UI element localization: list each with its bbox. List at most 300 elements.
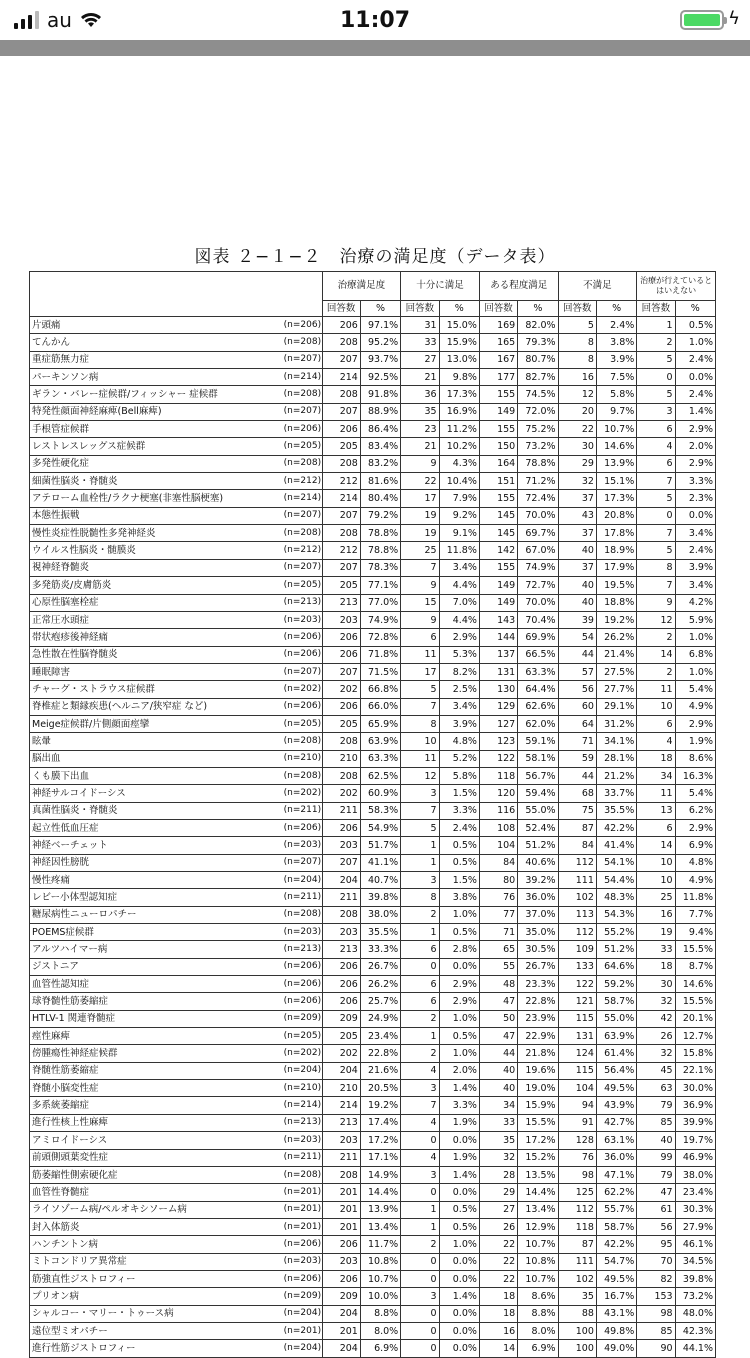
charging-bolt-icon: ϟ xyxy=(728,8,740,29)
somewhat-satisfied-count: 165 xyxy=(479,334,517,351)
unsatisfied-count: 44 xyxy=(558,767,596,784)
unsatisfied-pct: 17.9% xyxy=(596,559,636,576)
fully-satisfied-pct: 0.5% xyxy=(439,854,479,871)
somewhat-satisfied-pct: 22.9% xyxy=(518,1028,558,1045)
total-pct: 10.0% xyxy=(360,1288,400,1305)
somewhat-satisfied-pct: 72.7% xyxy=(518,577,558,594)
untreatable-pct: 48.0% xyxy=(675,1305,715,1322)
unsatisfied-count: 128 xyxy=(558,1132,596,1149)
total-pct: 54.9% xyxy=(360,819,400,836)
sample-size: (n=207) xyxy=(282,351,322,368)
unsatisfied-pct: 54.4% xyxy=(596,872,636,889)
unsatisfied-count: 64 xyxy=(558,715,596,732)
untreatable-count: 32 xyxy=(637,993,675,1010)
total-pct: 40.7% xyxy=(360,872,400,889)
unsatisfied-count: 124 xyxy=(558,1045,596,1062)
unsatisfied-pct: 54.7% xyxy=(596,1253,636,1270)
fully-satisfied-pct: 1.4% xyxy=(439,1080,479,1097)
total-count: 206 xyxy=(322,629,360,646)
unsatisfied-count: 133 xyxy=(558,958,596,975)
untreatable-pct: 36.9% xyxy=(675,1097,715,1114)
somewhat-satisfied-pct: 70.0% xyxy=(518,594,558,611)
somewhat-satisfied-count: 40 xyxy=(479,1080,517,1097)
total-count: 208 xyxy=(322,525,360,542)
unsatisfied-count: 100 xyxy=(558,1340,596,1357)
sample-size: (n=214) xyxy=(282,490,322,507)
somewhat-satisfied-pct: 73.2% xyxy=(518,438,558,455)
unsatisfied-count: 39 xyxy=(558,611,596,628)
untreatable-pct: 16.3% xyxy=(675,767,715,784)
sample-size: (n=208) xyxy=(282,455,322,472)
somewhat-satisfied-pct: 8.0% xyxy=(518,1322,558,1339)
table-row xyxy=(30,767,716,784)
table-row xyxy=(30,1184,716,1201)
untreatable-pct: 34.5% xyxy=(675,1253,715,1270)
total-pct: 97.1% xyxy=(360,317,400,334)
total-pct: 78.8% xyxy=(360,525,400,542)
table-row xyxy=(30,872,716,889)
untreatable-pct: 22.1% xyxy=(675,1062,715,1079)
disease-name: 血管性脊髄症 xyxy=(30,1184,282,1201)
table-row xyxy=(30,317,716,334)
unsatisfied-pct: 49.8% xyxy=(596,1322,636,1339)
header-group: 不満足 xyxy=(558,272,637,301)
total-count: 201 xyxy=(322,1184,360,1201)
table-row xyxy=(30,1149,716,1166)
unsatisfied-count: 112 xyxy=(558,1201,596,1218)
fully-satisfied-count: 35 xyxy=(401,403,439,420)
disease-name: 帯状疱疹後神経痛 xyxy=(30,629,282,646)
fully-satisfied-pct: 15.0% xyxy=(439,317,479,334)
header-group: 十分に満足 xyxy=(401,272,480,301)
sample-size: (n=208) xyxy=(282,1166,322,1183)
fully-satisfied-pct: 0.5% xyxy=(439,1218,479,1235)
unsatisfied-pct: 49.5% xyxy=(596,1080,636,1097)
somewhat-satisfied-count: 55 xyxy=(479,958,517,975)
table-row xyxy=(30,681,716,698)
total-count: 214 xyxy=(322,1097,360,1114)
unsatisfied-count: 112 xyxy=(558,924,596,941)
somewhat-satisfied-count: 47 xyxy=(479,1028,517,1045)
somewhat-satisfied-pct: 39.2% xyxy=(518,872,558,889)
unsatisfied-pct: 55.2% xyxy=(596,924,636,941)
total-count: 214 xyxy=(322,369,360,386)
total-count: 208 xyxy=(322,733,360,750)
unsatisfied-pct: 54.3% xyxy=(596,906,636,923)
untreatable-pct: 3.9% xyxy=(675,559,715,576)
unsatisfied-pct: 19.2% xyxy=(596,611,636,628)
total-count: 205 xyxy=(322,577,360,594)
somewhat-satisfied-count: 155 xyxy=(479,490,517,507)
total-pct: 26.2% xyxy=(360,976,400,993)
total-pct: 33.3% xyxy=(360,941,400,958)
somewhat-satisfied-count: 27 xyxy=(479,1201,517,1218)
sample-size: (n=212) xyxy=(282,542,322,559)
somewhat-satisfied-count: 18 xyxy=(479,1288,517,1305)
sample-size: (n=203) xyxy=(282,924,322,941)
satisfaction-table xyxy=(29,271,716,1358)
total-count: 208 xyxy=(322,906,360,923)
untreatable-count: 11 xyxy=(637,785,675,802)
untreatable-pct: 1.4% xyxy=(675,403,715,420)
somewhat-satisfied-count: 47 xyxy=(479,993,517,1010)
unsatisfied-count: 84 xyxy=(558,837,596,854)
unsatisfied-count: 71 xyxy=(558,733,596,750)
fully-satisfied-count: 21 xyxy=(401,369,439,386)
untreatable-count: 79 xyxy=(637,1097,675,1114)
fully-satisfied-pct: 1.0% xyxy=(439,1236,479,1253)
unsatisfied-pct: 17.8% xyxy=(596,525,636,542)
unsatisfied-pct: 20.8% xyxy=(596,507,636,524)
somewhat-satisfied-count: 22 xyxy=(479,1253,517,1270)
fully-satisfied-count: 6 xyxy=(401,941,439,958)
total-count: 211 xyxy=(322,802,360,819)
unsatisfied-count: 111 xyxy=(558,872,596,889)
fully-satisfied-pct: 2.9% xyxy=(439,993,479,1010)
untreatable-pct: 23.4% xyxy=(675,1184,715,1201)
somewhat-satisfied-count: 143 xyxy=(479,611,517,628)
fully-satisfied-count: 19 xyxy=(401,507,439,524)
total-count: 205 xyxy=(322,715,360,732)
disease-name: 急性散在性脳脊髄炎 xyxy=(30,646,282,663)
unsatisfied-pct: 48.3% xyxy=(596,889,636,906)
table-row xyxy=(30,525,716,542)
fully-satisfied-count: 9 xyxy=(401,455,439,472)
total-pct: 92.5% xyxy=(360,369,400,386)
disease-name: アテローム血栓性/ラクナ梗塞(非塞性脳梗塞) xyxy=(30,490,282,507)
total-count: 208 xyxy=(322,1166,360,1183)
table-row xyxy=(30,351,716,368)
fully-satisfied-count: 6 xyxy=(401,976,439,993)
untreatable-count: 40 xyxy=(637,1132,675,1149)
unsatisfied-count: 30 xyxy=(558,438,596,455)
total-pct: 17.4% xyxy=(360,1114,400,1131)
total-count: 203 xyxy=(322,837,360,854)
unsatisfied-pct: 56.4% xyxy=(596,1062,636,1079)
untreatable-pct: 1.0% xyxy=(675,663,715,680)
table-row xyxy=(30,837,716,854)
total-count: 208 xyxy=(322,767,360,784)
untreatable-pct: 39.9% xyxy=(675,1114,715,1131)
somewhat-satisfied-pct: 72.4% xyxy=(518,490,558,507)
somewhat-satisfied-count: 137 xyxy=(479,646,517,663)
table-row xyxy=(30,1236,716,1253)
unsatisfied-count: 104 xyxy=(558,1080,596,1097)
unsatisfied-pct: 34.1% xyxy=(596,733,636,750)
fully-satisfied-count: 3 xyxy=(401,785,439,802)
somewhat-satisfied-pct: 19.0% xyxy=(518,1080,558,1097)
somewhat-satisfied-count: 167 xyxy=(479,351,517,368)
total-count: 204 xyxy=(322,872,360,889)
untreatable-pct: 20.1% xyxy=(675,1010,715,1027)
total-count: 206 xyxy=(322,1270,360,1287)
sample-size: (n=207) xyxy=(282,507,322,524)
table-row xyxy=(30,1166,716,1183)
untreatable-pct: 27.9% xyxy=(675,1218,715,1235)
total-count: 210 xyxy=(322,1080,360,1097)
fully-satisfied-pct: 11.8% xyxy=(439,542,479,559)
disease-name: 起立性低血圧症 xyxy=(30,819,282,836)
table-row xyxy=(30,490,716,507)
fully-satisfied-pct: 1.9% xyxy=(439,1149,479,1166)
total-pct: 26.7% xyxy=(360,958,400,975)
fully-satisfied-count: 2 xyxy=(401,1236,439,1253)
header-group: 治療満足度 xyxy=(322,272,401,301)
untreatable-pct: 4.9% xyxy=(675,872,715,889)
unsatisfied-count: 29 xyxy=(558,455,596,472)
somewhat-satisfied-pct: 15.5% xyxy=(518,1114,558,1131)
untreatable-count: 3 xyxy=(637,403,675,420)
somewhat-satisfied-count: 108 xyxy=(479,819,517,836)
header-count: 回答数 xyxy=(401,301,439,317)
total-pct: 80.4% xyxy=(360,490,400,507)
somewhat-satisfied-count: 40 xyxy=(479,1062,517,1079)
unsatisfied-count: 59 xyxy=(558,750,596,767)
disease-name: 慢性炎症性脱髄性多発神経炎 xyxy=(30,525,282,542)
table-row xyxy=(30,1028,716,1045)
untreatable-pct: 4.2% xyxy=(675,594,715,611)
total-pct: 13.4% xyxy=(360,1218,400,1235)
untreatable-pct: 5.4% xyxy=(675,785,715,802)
fully-satisfied-count: 8 xyxy=(401,715,439,732)
disease-name: ライソゾーム病/ペルオキシソーム病 xyxy=(30,1201,282,1218)
sample-size: (n=206) xyxy=(282,1270,322,1287)
unsatisfied-pct: 49.0% xyxy=(596,1340,636,1357)
somewhat-satisfied-pct: 70.4% xyxy=(518,611,558,628)
table-row xyxy=(30,1080,716,1097)
sample-size: (n=208) xyxy=(282,334,322,351)
total-pct: 8.0% xyxy=(360,1322,400,1339)
sample-size: (n=202) xyxy=(282,1045,322,1062)
untreatable-count: 5 xyxy=(637,351,675,368)
status-time: 11:07 xyxy=(339,8,411,33)
sample-size: (n=213) xyxy=(282,1114,322,1131)
unsatisfied-count: 22 xyxy=(558,421,596,438)
somewhat-satisfied-pct: 74.9% xyxy=(518,559,558,576)
somewhat-satisfied-pct: 37.0% xyxy=(518,906,558,923)
somewhat-satisfied-pct: 69.7% xyxy=(518,525,558,542)
unsatisfied-pct: 5.8% xyxy=(596,386,636,403)
total-pct: 38.0% xyxy=(360,906,400,923)
untreatable-count: 42 xyxy=(637,1010,675,1027)
total-pct: 19.2% xyxy=(360,1097,400,1114)
total-count: 207 xyxy=(322,854,360,871)
total-count: 204 xyxy=(322,1062,360,1079)
somewhat-satisfied-count: 177 xyxy=(479,369,517,386)
somewhat-satisfied-count: 104 xyxy=(479,837,517,854)
somewhat-satisfied-pct: 21.8% xyxy=(518,1045,558,1062)
total-pct: 86.4% xyxy=(360,421,400,438)
total-count: 204 xyxy=(322,1305,360,1322)
total-pct: 10.8% xyxy=(360,1253,400,1270)
unsatisfied-count: 115 xyxy=(558,1010,596,1027)
fully-satisfied-count: 2 xyxy=(401,1045,439,1062)
somewhat-satisfied-pct: 82.0% xyxy=(518,317,558,334)
sample-size: (n=207) xyxy=(282,663,322,680)
unsatisfied-pct: 31.2% xyxy=(596,715,636,732)
untreatable-pct: 2.0% xyxy=(675,438,715,455)
untreatable-pct: 0.0% xyxy=(675,369,715,386)
fully-satisfied-pct: 3.9% xyxy=(439,715,479,732)
untreatable-count: 56 xyxy=(637,1218,675,1235)
table-row xyxy=(30,715,716,732)
unsatisfied-pct: 21.4% xyxy=(596,646,636,663)
somewhat-satisfied-pct: 13.5% xyxy=(518,1166,558,1183)
fully-satisfied-pct: 2.8% xyxy=(439,941,479,958)
untreatable-pct: 2.9% xyxy=(675,421,715,438)
untreatable-count: 7 xyxy=(637,577,675,594)
sample-size: (n=201) xyxy=(282,1322,322,1339)
unsatisfied-pct: 54.1% xyxy=(596,854,636,871)
sample-size: (n=204) xyxy=(282,1305,322,1322)
table-row xyxy=(30,889,716,906)
fully-satisfied-pct: 3.8% xyxy=(439,889,479,906)
unsatisfied-pct: 58.7% xyxy=(596,1218,636,1235)
somewhat-satisfied-count: 34 xyxy=(479,1097,517,1114)
somewhat-satisfied-pct: 70.0% xyxy=(518,507,558,524)
untreatable-pct: 8.7% xyxy=(675,958,715,975)
untreatable-count: 70 xyxy=(637,1253,675,1270)
unsatisfied-pct: 43.9% xyxy=(596,1097,636,1114)
page-title: 図表 ２−１−２ 治療の満足度（データ表） xyxy=(194,247,556,267)
disease-name: 多系統萎縮症 xyxy=(30,1097,282,1114)
fully-satisfied-pct: 0.0% xyxy=(439,1253,479,1270)
untreatable-count: 2 xyxy=(637,629,675,646)
unsatisfied-count: 57 xyxy=(558,663,596,680)
fully-satisfied-count: 12 xyxy=(401,767,439,784)
untreatable-count: 13 xyxy=(637,802,675,819)
disease-name: 筋強直性ジストロフィー xyxy=(30,1270,282,1287)
fully-satisfied-count: 9 xyxy=(401,611,439,628)
disease-name: 特発性顔面神経麻痺(Bell麻痺) xyxy=(30,403,282,420)
somewhat-satisfied-count: 28 xyxy=(479,1166,517,1183)
unsatisfied-count: 94 xyxy=(558,1097,596,1114)
sample-size: (n=206) xyxy=(282,421,322,438)
unsatisfied-count: 125 xyxy=(558,1184,596,1201)
fully-satisfied-count: 0 xyxy=(401,1253,439,1270)
header-count: 回答数 xyxy=(558,301,596,317)
somewhat-satisfied-pct: 62.6% xyxy=(518,698,558,715)
disease-name: パーキンソン病 xyxy=(30,369,282,386)
fully-satisfied-pct: 0.5% xyxy=(439,1028,479,1045)
somewhat-satisfied-pct: 23.9% xyxy=(518,1010,558,1027)
table-row xyxy=(30,819,716,836)
untreatable-count: 0 xyxy=(637,369,675,386)
fully-satisfied-pct: 10.2% xyxy=(439,438,479,455)
unsatisfied-count: 121 xyxy=(558,993,596,1010)
untreatable-pct: 46.9% xyxy=(675,1149,715,1166)
somewhat-satisfied-count: 149 xyxy=(479,594,517,611)
table-row xyxy=(30,594,716,611)
untreatable-pct: 14.6% xyxy=(675,976,715,993)
somewhat-satisfied-pct: 51.2% xyxy=(518,837,558,854)
somewhat-satisfied-pct: 75.2% xyxy=(518,421,558,438)
untreatable-count: 63 xyxy=(637,1080,675,1097)
total-count: 203 xyxy=(322,611,360,628)
somewhat-satisfied-pct: 8.8% xyxy=(518,1305,558,1322)
untreatable-count: 98 xyxy=(637,1305,675,1322)
total-pct: 24.9% xyxy=(360,1010,400,1027)
untreatable-pct: 5.4% xyxy=(675,681,715,698)
untreatable-count: 30 xyxy=(637,976,675,993)
somewhat-satisfied-pct: 19.6% xyxy=(518,1062,558,1079)
sample-size: (n=209) xyxy=(282,1288,322,1305)
untreatable-pct: 11.8% xyxy=(675,889,715,906)
untreatable-count: 14 xyxy=(637,646,675,663)
table-row xyxy=(30,1270,716,1287)
disease-name: てんかん xyxy=(30,334,282,351)
total-count: 205 xyxy=(322,1028,360,1045)
unsatisfied-count: 12 xyxy=(558,386,596,403)
fully-satisfied-pct: 0.0% xyxy=(439,958,479,975)
somewhat-satisfied-count: 150 xyxy=(479,438,517,455)
total-pct: 6.9% xyxy=(360,1340,400,1357)
table-row xyxy=(30,507,716,524)
untreatable-pct: 4.9% xyxy=(675,698,715,715)
somewhat-satisfied-pct: 40.6% xyxy=(518,854,558,871)
untreatable-count: 18 xyxy=(637,750,675,767)
table-row xyxy=(30,1010,716,1027)
fully-satisfied-count: 1 xyxy=(401,1201,439,1218)
table-row xyxy=(30,1253,716,1270)
untreatable-count: 2 xyxy=(637,334,675,351)
unsatisfied-pct: 49.5% xyxy=(596,1270,636,1287)
unsatisfied-count: 115 xyxy=(558,1062,596,1079)
sample-size: (n=206) xyxy=(282,698,322,715)
unsatisfied-pct: 14.6% xyxy=(596,438,636,455)
total-count: 209 xyxy=(322,1288,360,1305)
total-count: 205 xyxy=(322,438,360,455)
total-count: 202 xyxy=(322,1045,360,1062)
fully-satisfied-count: 0 xyxy=(401,958,439,975)
fully-satisfied-pct: 10.4% xyxy=(439,473,479,490)
fully-satisfied-pct: 0.5% xyxy=(439,924,479,941)
total-count: 211 xyxy=(322,1149,360,1166)
unsatisfied-count: 102 xyxy=(558,1270,596,1287)
untreatable-pct: 3.4% xyxy=(675,577,715,594)
fully-satisfied-count: 36 xyxy=(401,386,439,403)
disease-name: 痙性麻痺 xyxy=(30,1028,282,1045)
fully-satisfied-pct: 0.0% xyxy=(439,1340,479,1357)
sample-size: (n=208) xyxy=(282,767,322,784)
toolbar-divider xyxy=(0,40,750,56)
unsatisfied-count: 8 xyxy=(558,351,596,368)
total-count: 202 xyxy=(322,681,360,698)
untreatable-count: 34 xyxy=(637,767,675,784)
disease-name: 眩暈 xyxy=(30,733,282,750)
disease-name: 睡眠障害 xyxy=(30,663,282,680)
table-row xyxy=(30,542,716,559)
disease-name: POEMS症候群 xyxy=(30,924,282,941)
unsatisfied-pct: 59.2% xyxy=(596,976,636,993)
untreatable-pct: 15.5% xyxy=(675,941,715,958)
fully-satisfied-count: 2 xyxy=(401,1010,439,1027)
table-row xyxy=(30,369,716,386)
untreatable-pct: 2.4% xyxy=(675,351,715,368)
unsatisfied-pct: 61.4% xyxy=(596,1045,636,1062)
disease-name: 細菌性脳炎・脊髄炎 xyxy=(30,473,282,490)
somewhat-satisfied-count: 122 xyxy=(479,750,517,767)
untreatable-pct: 44.1% xyxy=(675,1340,715,1357)
fully-satisfied-pct: 1.0% xyxy=(439,1045,479,1062)
table-row xyxy=(30,455,716,472)
unsatisfied-pct: 16.7% xyxy=(596,1288,636,1305)
unsatisfied-count: 54 xyxy=(558,629,596,646)
fully-satisfied-pct: 2.4% xyxy=(439,819,479,836)
fully-satisfied-count: 3 xyxy=(401,1080,439,1097)
disease-name: 心原性脳塞栓症 xyxy=(30,594,282,611)
unsatisfied-pct: 63.9% xyxy=(596,1028,636,1045)
